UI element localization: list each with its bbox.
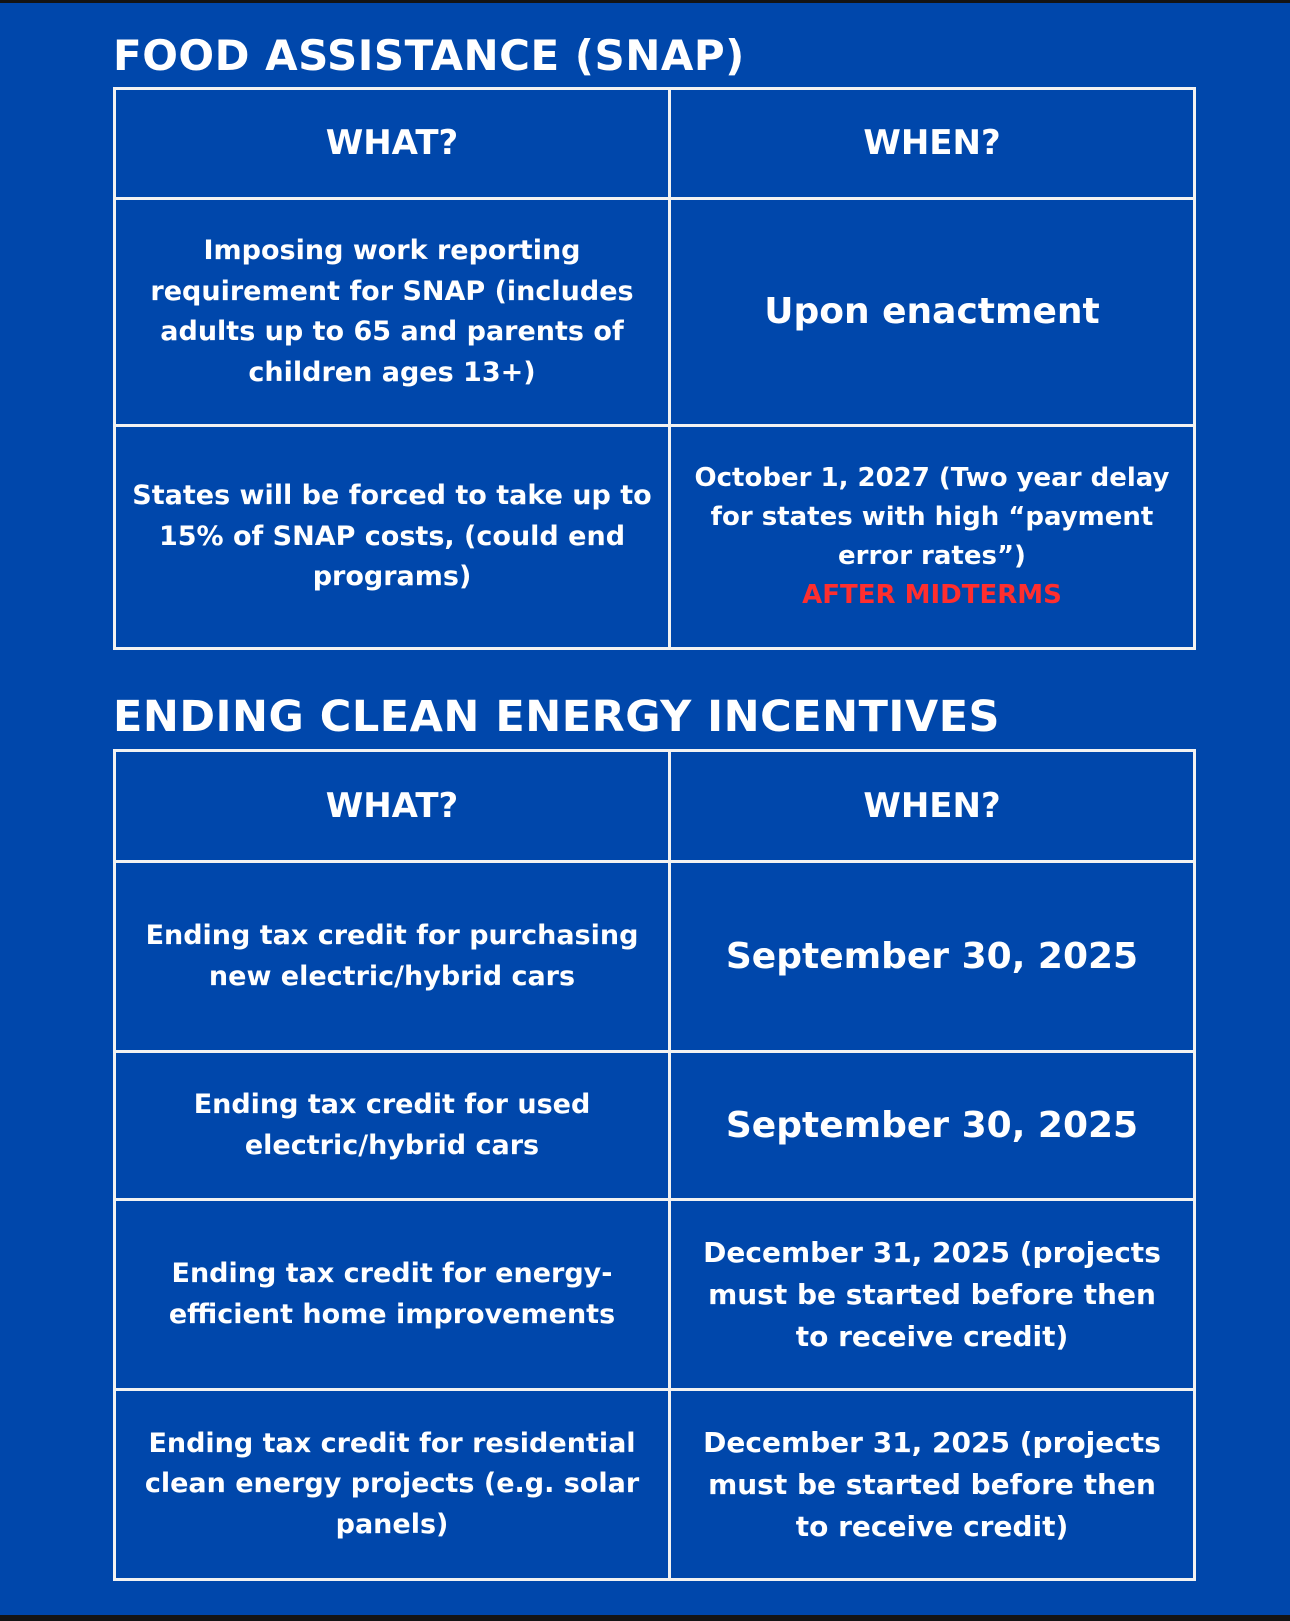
what-cell: Ending tax credit for energy-efficient home improvements <box>115 1200 670 1390</box>
what-cell: States will be forced to take up to 15% of SNAP costs, (could end programs) <box>115 426 670 649</box>
when-header: WHEN? <box>670 89 1195 199</box>
when-text: October 1, 2027 (Two year delay for states with high “payment error rates”) <box>694 463 1170 571</box>
when-cell: December 31, 2025 (projects must be started before then to receive credit) <box>670 1200 1195 1390</box>
table-row <box>115 862 1195 1052</box>
table-row <box>115 1390 1195 1580</box>
when-cell: September 30, 2025 <box>670 862 1195 1052</box>
when-cell: December 31, 2025 (projects must be started before then to receive credit) <box>670 1390 1195 1580</box>
infographic <box>0 3 1290 1615</box>
table-row <box>115 426 1195 649</box>
snap-table <box>113 87 1196 650</box>
when-cell: Upon enactment <box>670 199 1195 426</box>
table-row <box>115 1200 1195 1390</box>
table-row <box>115 1052 1195 1200</box>
what-cell: Ending tax credit for purchasing new electric/hybrid cars <box>115 862 670 1052</box>
what-cell: Ending tax credit for used electric/hybrid cars <box>115 1052 670 1200</box>
what-cell: Ending tax credit for residential clean energy projects (e.g. solar panels) <box>115 1390 670 1580</box>
table-header-row <box>115 751 1195 862</box>
table-row <box>115 199 1195 426</box>
what-header: WHAT? <box>115 89 670 199</box>
snap-section-title: FOOD ASSISTANCE (SNAP) <box>113 31 745 80</box>
energy-table <box>113 749 1196 1581</box>
after-midterms-note: AFTER MIDTERMS <box>802 580 1062 610</box>
when-header: WHEN? <box>670 751 1195 862</box>
energy-section-title: ENDING CLEAN ENERGY INCENTIVES <box>113 692 1001 742</box>
what-header: WHAT? <box>115 751 670 862</box>
what-cell: Imposing work reporting requirement for SNAP (includes adults up to 65 and parents of children ages 13+) <box>115 199 670 426</box>
when-cell <box>670 426 1195 649</box>
when-cell: September 30, 2025 <box>670 1052 1195 1200</box>
table-header-row <box>115 89 1195 199</box>
